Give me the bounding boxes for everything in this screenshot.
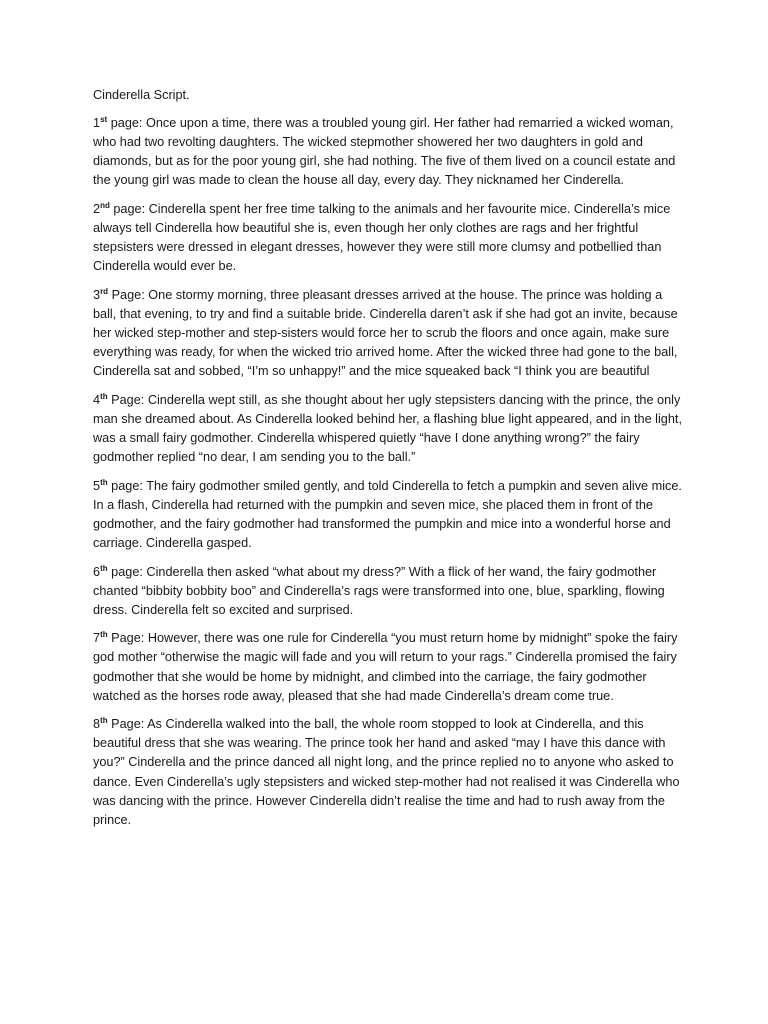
document-title: Cinderella Script.	[93, 88, 190, 102]
page-number: 6	[93, 564, 101, 579]
paragraph-text: page: Cinderella spent her free time talking to the animals and her favourite mice. Cinderella’s mice always tell Cinderella how beautiful she is, even though her only clothes are rags and her frightful stepsisters were dressed in elegant dresses, however they were still more clumsy and potbellied than Cinderella would ever be.	[93, 201, 671, 274]
ordinal-suffix: th	[100, 477, 108, 487]
paragraph-text: Page: Cinderella wept still, as she thought about her ugly stepsisters dancing with the prince, the only man she dreamed about. As Cinderella looked behind her, a flashing blue light appeared, and in the light, was a small fairy godmother. Cinderella whispered quietly “have I done anything wrong?” the fairy godmother replied “no dear, I am sending you to the ball.”	[93, 392, 682, 465]
ordinal-suffix: th	[100, 563, 108, 573]
paragraph-text: page: The fairy godmother smiled gently, and told Cinderella to fetch a pumpkin and seven alive mice. In a flash, Cinderella had returned with the pumpkin and seven mice, she placed them in front of the godmother, and the fairy godmother had transformed the pumpkin and mice into a wonderful horse and carriage. Cinderella gasped.	[93, 478, 682, 550]
paragraph-text: page: Once upon a time, there was a troubled young girl. Her father had remarried a wicked woman, who had two revolting daughters. The wicked stepmother showered her two daughters in gold and diamonds, but as for the poor young girl, she had nothing. The five of them lived on a council estate and the young girl was made to clean the house all day, every day. They nicknamed her Cinderella.	[93, 116, 676, 188]
page-number: 3	[93, 287, 101, 302]
document-page	[93, 86, 683, 839]
paragraph-page-4	[93, 391, 683, 467]
paragraph-page-3	[93, 286, 683, 381]
paragraph-text: Page: However, there was one rule for Cinderella “you must return home by midnight” spoke the fairy god mother “otherwise the magic will fade and you will return to your rags.” Cinderella promised the fairy godmother that she would be home by midnight, and climbed into the carriage, the fairy godmother watched as the horses rode away, pleased that she had made Cinderella’s dream come true.	[93, 631, 678, 703]
paragraph-text: Page: One stormy morning, three pleasant dresses arrived at the house. The prince was holding a ball, that evening, to try and find a suitable bride. Cinderella daren’t ask if she had got an invite, because her wicked step-mother and step-sisters would force her to scrub the floors and once again, make sure everything was ready, for when the wicked trio arrived home. After the wicked three had gone to the ball, Cinderella sat and sobbed, “I’m so unhappy!” and the mice squeaked back “I think you are beautiful	[93, 287, 678, 379]
ordinal-suffix: st	[100, 114, 108, 124]
page-number: 8	[93, 717, 101, 732]
ordinal-suffix: th	[100, 715, 108, 725]
paragraph-page-7	[93, 629, 683, 705]
page-number: 7	[93, 631, 101, 646]
paragraph-text: page: Cinderella then asked “what about my dress?” With a flick of her wand, the fairy godmother chanted “bibbity bobbity boo” and Cinderella’s rags were transformed into one, blue, sparkling, flowing dress. Cinderella felt so excited and surprised.	[93, 564, 665, 617]
page-number: 5	[93, 478, 101, 493]
paragraph-page-6	[93, 563, 683, 620]
paragraph-page-8	[93, 715, 683, 830]
paragraph-page-1	[93, 114, 683, 190]
paragraph-page-5	[93, 477, 683, 553]
ordinal-suffix: rd	[100, 286, 109, 296]
ordinal-suffix: nd	[100, 200, 110, 210]
page-number: 1	[93, 116, 101, 131]
ordinal-suffix: th	[100, 630, 108, 640]
page-number: 4	[93, 392, 101, 407]
page-number: 2	[93, 201, 101, 216]
paragraph-text: Page: As Cinderella walked into the ball, the whole room stopped to look at Cinderella, and this beautiful dress that she was wearing. The prince took her hand and asked “may I have this dance with you?” Cinderella and the prince danced all night long, and the prince replied no to anyone who asked to dance. Even Cinderella’s ugly stepsisters and wicked step-mother had not realised it was Cinderella who was dancing with the prince. However Cinderella didn’t realise the time and had to rush away from the prince.	[93, 717, 680, 827]
ordinal-suffix: th	[100, 391, 108, 401]
paragraph-page-2	[93, 200, 683, 276]
